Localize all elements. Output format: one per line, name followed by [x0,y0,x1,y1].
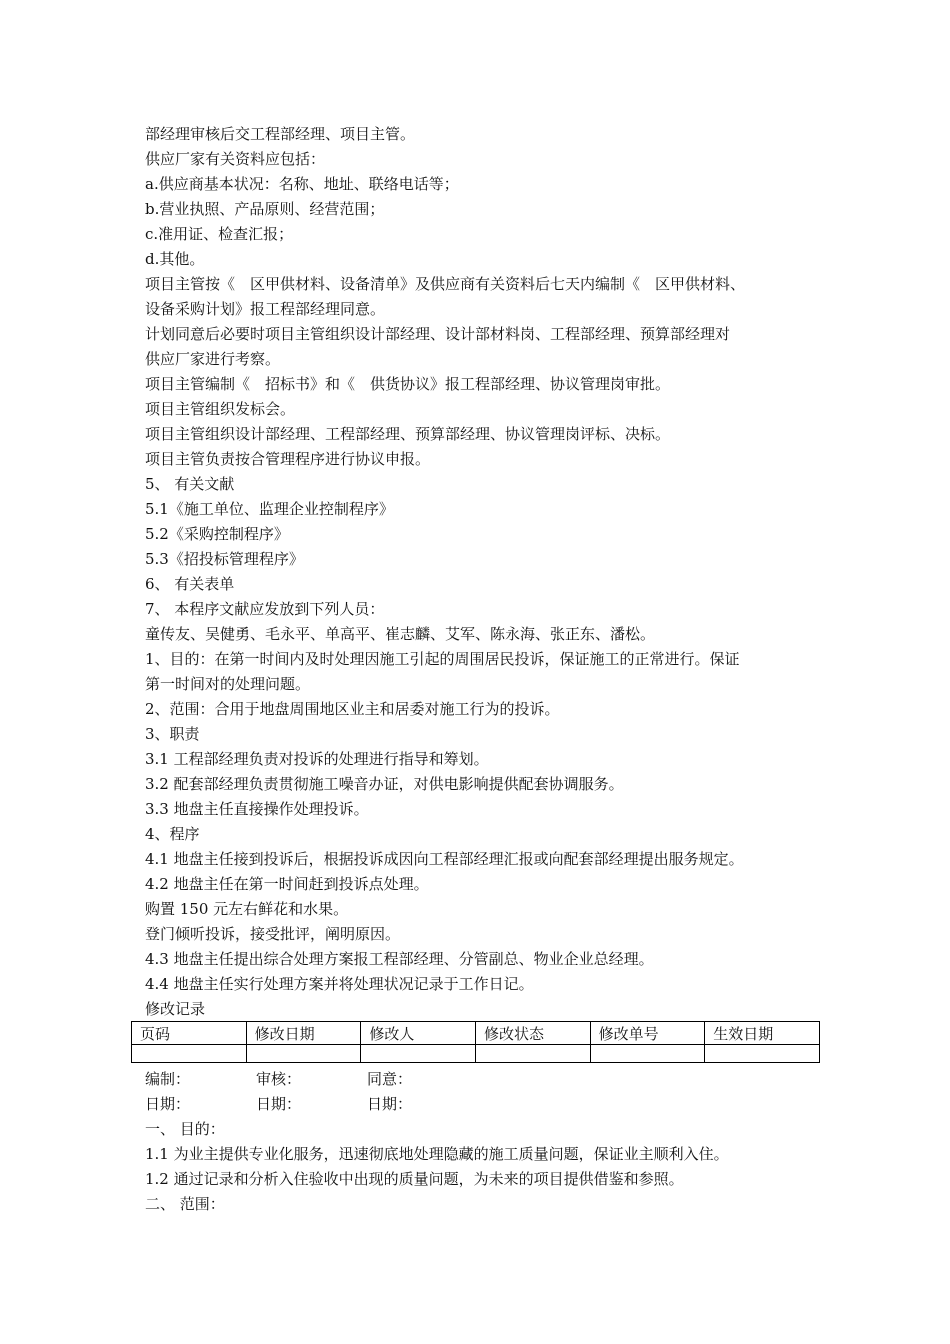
text-line: 2、范围：合用于地盘周围地区业主和居委对施工行为的投诉。 [145,700,560,718]
cell-revision-number [590,1045,705,1063]
text-line: 4.1 地盘主任接到投诉后，根据投诉成因向工程部经理汇报或向配套部经理提出服务规定。 [145,850,744,868]
reviewed-by-label: 审核： [256,1070,302,1088]
text-line: 部经理审核后交工程部经理、项目主管。 [145,125,416,143]
signature-row-2 [145,1092,545,1117]
cell-page-number [132,1045,247,1063]
text-line: 3、职责 [145,725,200,743]
text-line: 二、 范围： [145,1195,225,1213]
revision-table [131,1021,820,1063]
text-line: 5.2《采购控制程序》 [145,525,289,543]
text-line: 供应厂家进行考察。 [145,350,281,368]
text-line: 项目主管编制《 招标书》和《 供货协议》报工程部经理、协议管理岗审批。 [145,375,671,393]
header-effective-date: 生效日期 [705,1022,820,1045]
signature-row-1 [145,1067,545,1092]
header-reviser: 修改人 [361,1022,476,1045]
text-line: 设备采购计划》报工程部经理同意。 [145,300,386,318]
text-line: 项目主管组织发标会。 [145,400,296,418]
text-line: a.供应商基本状况：名称、地址、联络电话等； [145,175,459,193]
text-line: 5、 有关文献 [145,475,235,493]
cell-reviser [361,1045,476,1063]
text-line: 项目主管负责按合管理程序进行协议申报。 [145,450,431,468]
approved-by-label: 同意： [367,1070,413,1088]
text-line: b.营业执照、产品原则、经营范围； [145,200,385,218]
text-line: 修改记录 [145,1000,206,1018]
compiled-by-label: 编制： [145,1070,191,1088]
approved-date-label: 日期： [367,1095,413,1113]
header-revision-status: 修改状态 [475,1022,590,1045]
text-line: 购置 150 元左右鲜花和水果。 [145,900,349,918]
text-line: 第一时间对的处理问题。 [145,675,311,693]
document-body-continued [145,1117,825,1217]
text-line: 4.2 地盘主任在第一时间赶到投诉点处理。 [145,875,429,893]
header-page-number: 页码 [132,1022,247,1045]
compiled-date-label: 日期： [145,1095,191,1113]
text-line: 3.2 配套部经理负责贯彻施工噪音办证，对供电影响提供配套协调服务。 [145,775,624,793]
text-line: d.其他。 [145,250,205,268]
text-line: 供应厂家有关资料应包括： [145,150,326,168]
text-line: 7、 本程序文献应发放到下列人员： [145,600,385,618]
text-line: 1.2 通过记录和分析入住验收中出现的质量问题，为未来的项目提供借鉴和参照。 [145,1170,684,1188]
text-line: 5.3《招投标管理程序》 [145,550,304,568]
text-line: 1.1 为业主提供专业化服务，迅速彻底地处理隐藏的施工质量问题，保证业主顺利入住。 [145,1145,729,1163]
text-line: 项目主管组织设计部经理、工程部经理、预算部经理、协议管理岗评标、决标。 [145,425,671,443]
text-line: 1、目的：在第一时间内及时处理因施工引起的周围居民投诉，保证施工的正常进行。保证 [145,650,740,668]
text-line: 童传友、吴健勇、毛永平、单高平、崔志麟、艾军、陈永海、张正东、潘松。 [145,625,656,643]
cell-effective-date [705,1045,820,1063]
text-line: 4.4 地盘主任实行处理方案并将处理状况记录于工作日记。 [145,975,534,993]
header-revision-number: 修改单号 [590,1022,705,1045]
reviewed-date-label: 日期： [256,1095,302,1113]
document-body [145,122,825,1022]
text-line: 6、 有关表单 [145,575,235,593]
revision-table-row [132,1045,820,1063]
text-line: 4.3 地盘主任提出综合处理方案报工程部经理、分管副总、物业企业总经理。 [145,950,654,968]
text-line: c.准用证、检查汇报； [145,225,294,243]
text-line: 4、程序 [145,825,200,843]
header-revision-date: 修改日期 [246,1022,361,1045]
text-line: 3.1 工程部经理负责对投诉的处理进行指导和筹划。 [145,750,489,768]
text-line: 项目主管按《 区甲供材料、设备清单》及供应商有关资料后七天内编制《 区甲供材料、 [145,275,746,293]
text-line: 登门倾听投诉，接受批评，阐明原因。 [145,925,401,943]
text-line: 计划同意后必要时项目主管组织设计部经理、设计部材料岗、工程部经理、预算部经理对 [145,325,731,343]
cell-revision-status [475,1045,590,1063]
cell-revision-date [246,1045,361,1063]
text-line: 一、 目的： [145,1120,225,1138]
revision-table-header-row [132,1022,820,1045]
text-line: 5.1《施工单位、监理企业控制程序》 [145,500,394,518]
text-line: 3.3 地盘主任直接操作处理投诉。 [145,800,369,818]
